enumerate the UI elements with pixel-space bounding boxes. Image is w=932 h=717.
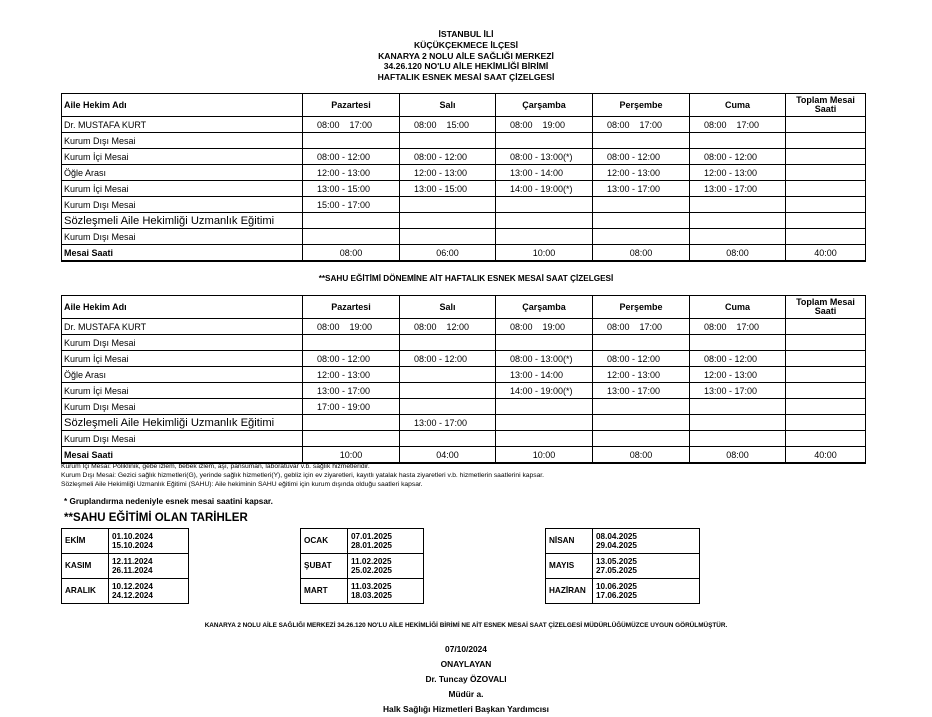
date-row bbox=[301, 554, 424, 579]
time-cell bbox=[690, 335, 786, 351]
date-row bbox=[301, 529, 424, 554]
date-row bbox=[546, 554, 700, 579]
time-cell: 08:00 12:00 bbox=[400, 319, 496, 335]
row-label: Kurum İçi Mesai bbox=[62, 149, 303, 165]
row-label: Öğle Arası bbox=[62, 165, 303, 181]
date-values bbox=[348, 579, 424, 604]
date-row bbox=[62, 554, 189, 579]
date-values bbox=[109, 529, 189, 554]
date-first: 10.06.2025 bbox=[596, 581, 637, 591]
date-first: 12.11.2024 bbox=[112, 556, 153, 566]
signature-date: 07/10/2024 bbox=[445, 644, 487, 654]
time-cell: 13:00 - 17:00 bbox=[400, 415, 496, 431]
time-cell bbox=[690, 197, 786, 213]
date-row bbox=[301, 579, 424, 604]
table-header-row bbox=[62, 94, 866, 117]
time-cell: 08:00 - 12:00 bbox=[400, 351, 496, 367]
month-label: OCAK bbox=[301, 529, 348, 554]
time-cell: 12:00 - 13:00 bbox=[593, 367, 690, 383]
sahu-dates-title: **SAHU EĞİTİMİ OLAN TARİHLER bbox=[64, 512, 248, 524]
time-cell bbox=[593, 213, 690, 229]
table-row bbox=[62, 229, 866, 245]
time-cell: 08:00 - 12:00 bbox=[303, 149, 400, 165]
document-header bbox=[0, 29, 932, 83]
row-label: Dr. MUSTAFA KURT bbox=[62, 319, 303, 335]
row-label: Sözleşmeli Aile Hekimliği Uzmanlık Eğitimi bbox=[62, 213, 303, 229]
time-cell bbox=[303, 229, 400, 245]
month-label: KASIM bbox=[62, 554, 109, 579]
time-cell: 13:00 - 17:00 bbox=[303, 383, 400, 399]
total-cell: 10:00 bbox=[496, 245, 593, 262]
column-header: Salı bbox=[400, 296, 496, 319]
time-cell bbox=[786, 415, 866, 431]
note-kurum-disi: Kurum Dışı Mesai: Gezici sağlık hizmetleri(G), yerinde sağlık hizmetleri(Y), gebliz için ev ziyaretleri, kayıtlı yatalak hasta ziyaretleri v.b. hizmetlerin saatlerini kapsar. bbox=[61, 472, 545, 479]
date-values bbox=[593, 579, 700, 604]
total-cell: 08:00 bbox=[303, 245, 400, 262]
date-row bbox=[62, 529, 189, 554]
table-row bbox=[62, 213, 866, 229]
notes bbox=[61, 462, 544, 489]
time-cell bbox=[303, 133, 400, 149]
date-first: 08.04.2025 bbox=[596, 531, 637, 541]
column-header: Perşembe bbox=[593, 94, 690, 117]
table-row bbox=[62, 399, 866, 415]
row-label: Kurum Dışı Mesai bbox=[62, 335, 303, 351]
date-second: 29.04.2025 bbox=[596, 541, 637, 550]
time-cell bbox=[496, 133, 593, 149]
table-row bbox=[62, 319, 866, 335]
time-cell: 08:00 - 13:00(*) bbox=[496, 351, 593, 367]
column-header: Cuma bbox=[690, 296, 786, 319]
row-label: Öğle Arası bbox=[62, 367, 303, 383]
time-cell bbox=[496, 399, 593, 415]
time-cell bbox=[303, 415, 400, 431]
total-cell: 06:00 bbox=[400, 245, 496, 262]
time-cell: 08:00 - 12:00 bbox=[303, 351, 400, 367]
table-header-row bbox=[62, 296, 866, 319]
date-first: 11.02.2025 bbox=[351, 556, 392, 566]
header-unit: 34.26.120 NO'LU AİLE HEKİMLİĞİ BİRİMİ bbox=[383, 61, 549, 72]
time-cell: 08:00 19:00 bbox=[496, 117, 593, 133]
total-cell: 08:00 bbox=[593, 245, 690, 262]
table-row bbox=[62, 431, 866, 447]
time-cell bbox=[690, 213, 786, 229]
signature-name: Dr. Tuncay ÖZOVALI bbox=[425, 674, 507, 684]
time-cell: 08:00 - 13:00(*) bbox=[496, 149, 593, 165]
table-row bbox=[62, 165, 866, 181]
time-cell bbox=[593, 197, 690, 213]
date-first: 07.01.2025 bbox=[351, 531, 392, 541]
row-label: Kurum Dışı Mesai bbox=[62, 133, 303, 149]
time-cell bbox=[496, 229, 593, 245]
time-cell: 13:00 - 17:00 bbox=[690, 383, 786, 399]
time-cell bbox=[496, 431, 593, 447]
row-label: Sözleşmeli Aile Hekimliği Uzmanlık Eğitimi bbox=[62, 415, 303, 431]
star-note: * Gruplandırma nedeniyle esnek mesai saatini kapsar. bbox=[64, 497, 273, 506]
total-cell: 40:00 bbox=[786, 245, 866, 262]
time-cell bbox=[400, 367, 496, 383]
time-cell bbox=[400, 399, 496, 415]
date-row bbox=[546, 529, 700, 554]
time-cell: 14:00 - 19:00(*) bbox=[496, 383, 593, 399]
table-row bbox=[62, 133, 866, 149]
time-cell bbox=[690, 399, 786, 415]
time-cell bbox=[786, 133, 866, 149]
row-label: Kurum Dışı Mesai bbox=[62, 229, 303, 245]
table-row bbox=[62, 181, 866, 197]
time-cell bbox=[786, 367, 866, 383]
date-values bbox=[109, 554, 189, 579]
month-label: HAZİRAN bbox=[546, 579, 593, 604]
column-header: Toplam Mesai Saati bbox=[786, 296, 866, 319]
month-label: MAYIS bbox=[546, 554, 593, 579]
time-cell: 13:00 - 15:00 bbox=[400, 181, 496, 197]
total-row bbox=[62, 245, 866, 262]
time-cell bbox=[496, 197, 593, 213]
time-cell bbox=[786, 335, 866, 351]
time-cell bbox=[786, 149, 866, 165]
row-label: Kurum İçi Mesai bbox=[62, 383, 303, 399]
note-sahu: Sözleşmeli Aile Hekimliği Uzmanlık Eğitimi (SAHU): Aile hekiminin SAHU eğitimi için kurum dışında olduğu saatleri kapsar. bbox=[61, 481, 423, 488]
date-row bbox=[62, 579, 189, 604]
schedule-table-2 bbox=[61, 295, 866, 464]
table-row bbox=[62, 149, 866, 165]
time-cell: 08:00 17:00 bbox=[690, 117, 786, 133]
time-cell bbox=[786, 229, 866, 245]
time-cell: 12:00 - 13:00 bbox=[303, 165, 400, 181]
date-first: 10.12.2024 bbox=[112, 581, 153, 591]
signature-block bbox=[0, 642, 932, 717]
table-row bbox=[62, 415, 866, 431]
dates-table-2 bbox=[300, 528, 424, 604]
total-cell: 10:00 bbox=[496, 447, 593, 464]
header-province: İSTANBUL İLİ bbox=[438, 29, 494, 39]
time-cell bbox=[786, 117, 866, 133]
column-header: Çarşamba bbox=[496, 94, 593, 117]
time-cell bbox=[400, 197, 496, 213]
month-label: EKİM bbox=[62, 529, 109, 554]
time-cell bbox=[593, 431, 690, 447]
time-cell bbox=[786, 319, 866, 335]
table-row bbox=[62, 197, 866, 213]
time-cell: 08:00 - 12:00 bbox=[593, 149, 690, 165]
total-cell: 10:00 bbox=[303, 447, 400, 464]
time-cell: 12:00 - 13:00 bbox=[303, 367, 400, 383]
table-row bbox=[62, 383, 866, 399]
time-cell: 08:00 17:00 bbox=[303, 117, 400, 133]
date-values bbox=[348, 529, 424, 554]
time-cell: 15:00 - 17:00 bbox=[303, 197, 400, 213]
month-label: NİSAN bbox=[546, 529, 593, 554]
time-cell: 08:00 - 12:00 bbox=[690, 149, 786, 165]
month-label: ŞUBAT bbox=[301, 554, 348, 579]
time-cell: 08:00 19:00 bbox=[496, 319, 593, 335]
date-second: 26.11.2024 bbox=[112, 566, 153, 575]
signature-title: Müdür a. bbox=[448, 689, 484, 699]
time-cell bbox=[496, 213, 593, 229]
month-label: MART bbox=[301, 579, 348, 604]
time-cell: 14:00 - 19:00(*) bbox=[496, 181, 593, 197]
time-cell bbox=[786, 197, 866, 213]
time-cell bbox=[400, 383, 496, 399]
time-cell bbox=[496, 415, 593, 431]
month-label: ARALIK bbox=[62, 579, 109, 604]
signature-role: ONAYLAYAN bbox=[440, 659, 492, 669]
signature-dept: Halk Sağlığı Hizmetleri Başkan Yardımcısı bbox=[382, 704, 550, 714]
time-cell bbox=[400, 229, 496, 245]
column-header: Pazartesi bbox=[303, 296, 400, 319]
approval-text: KANARYA 2 NOLU AİLE SAĞLIĞI MERKEZİ 34.26.120 NO'LU AİLE HEKİMLİĞİ BİRİMİ NE AİT ESNEK MESAİ SAAT ÇİZELGESİ MÜDÜRLÜĞÜMÜZCE UYGUN GÖRÜLMÜŞTÜR. bbox=[204, 622, 728, 629]
time-cell bbox=[303, 213, 400, 229]
time-cell bbox=[593, 399, 690, 415]
date-first: 11.03.2025 bbox=[351, 581, 392, 591]
time-cell bbox=[400, 133, 496, 149]
row-label: Kurum Dışı Mesai bbox=[62, 197, 303, 213]
time-cell: 13:00 - 15:00 bbox=[303, 181, 400, 197]
column-header: Toplam Mesai Saati bbox=[786, 94, 866, 117]
date-second: 15.10.2024 bbox=[112, 541, 153, 550]
time-cell: 17:00 - 19:00 bbox=[303, 399, 400, 415]
time-cell: 08:00 - 12:00 bbox=[593, 351, 690, 367]
time-cell: 08:00 - 12:00 bbox=[690, 351, 786, 367]
row-label: Kurum İçi Mesai bbox=[62, 351, 303, 367]
time-cell bbox=[786, 165, 866, 181]
time-cell bbox=[786, 399, 866, 415]
time-cell bbox=[593, 229, 690, 245]
total-cell: 04:00 bbox=[400, 447, 496, 464]
time-cell: 08:00 19:00 bbox=[303, 319, 400, 335]
schedule-table-1 bbox=[61, 93, 866, 262]
time-cell bbox=[786, 383, 866, 399]
time-cell bbox=[690, 415, 786, 431]
time-cell: 08:00 17:00 bbox=[593, 117, 690, 133]
time-cell bbox=[690, 431, 786, 447]
time-cell: 12:00 - 13:00 bbox=[690, 367, 786, 383]
column-header: Cuma bbox=[690, 94, 786, 117]
total-label: Mesai Saati bbox=[62, 447, 303, 464]
time-cell bbox=[786, 431, 866, 447]
time-cell bbox=[593, 415, 690, 431]
total-row bbox=[62, 447, 866, 464]
dates-table-3 bbox=[545, 528, 700, 604]
date-second: 24.12.2024 bbox=[112, 591, 153, 600]
time-cell bbox=[496, 335, 593, 351]
time-cell bbox=[303, 431, 400, 447]
table-row bbox=[62, 351, 866, 367]
total-cell: 08:00 bbox=[690, 245, 786, 262]
time-cell bbox=[593, 335, 690, 351]
date-row bbox=[546, 579, 700, 604]
total-label: Mesai Saati bbox=[62, 245, 303, 262]
time-cell: 13:00 - 14:00 bbox=[496, 367, 593, 383]
time-cell bbox=[786, 351, 866, 367]
note-kurum-ici: Kurum İçi Mesai: Poliklinik, gebe izlem, bebek izlem, aşı, pansuman, laboratuvar v.b. sağlık hizmetleridir. bbox=[61, 463, 370, 470]
row-label: Kurum Dışı Mesai bbox=[62, 399, 303, 415]
column-header: Perşembe bbox=[593, 296, 690, 319]
column-header: Çarşamba bbox=[496, 296, 593, 319]
date-second: 25.02.2025 bbox=[351, 566, 392, 575]
time-cell bbox=[400, 431, 496, 447]
date-second: 17.06.2025 bbox=[596, 591, 637, 600]
column-header: Aile Hekim Adı bbox=[62, 296, 303, 319]
date-first: 01.10.2024 bbox=[112, 531, 153, 541]
column-header: Pazartesi bbox=[303, 94, 400, 117]
row-label: Kurum Dışı Mesai bbox=[62, 431, 303, 447]
date-second: 27.05.2025 bbox=[596, 566, 637, 575]
date-first: 13.05.2025 bbox=[596, 556, 637, 566]
time-cell: 12:00 - 13:00 bbox=[690, 165, 786, 181]
dates-table-1 bbox=[61, 528, 189, 604]
time-cell bbox=[786, 181, 866, 197]
column-header: Salı bbox=[400, 94, 496, 117]
time-cell bbox=[593, 133, 690, 149]
date-second: 28.01.2025 bbox=[351, 541, 392, 550]
time-cell: 13:00 - 17:00 bbox=[593, 383, 690, 399]
date-values bbox=[593, 554, 700, 579]
time-cell bbox=[303, 335, 400, 351]
total-cell: 40:00 bbox=[786, 447, 866, 464]
total-cell: 08:00 bbox=[593, 447, 690, 464]
time-cell: 12:00 - 13:00 bbox=[593, 165, 690, 181]
time-cell: 13:00 - 17:00 bbox=[690, 181, 786, 197]
date-values bbox=[348, 554, 424, 579]
table-row bbox=[62, 335, 866, 351]
time-cell: 08:00 15:00 bbox=[400, 117, 496, 133]
time-cell: 08:00 17:00 bbox=[690, 319, 786, 335]
time-cell bbox=[786, 213, 866, 229]
row-label: Kurum İçi Mesai bbox=[62, 181, 303, 197]
header-center: KANARYA 2 NOLU AİLE SAĞLIĞI MERKEZİ bbox=[378, 50, 554, 61]
time-cell: 12:00 - 13:00 bbox=[400, 165, 496, 181]
date-values bbox=[593, 529, 700, 554]
time-cell bbox=[400, 335, 496, 351]
header-title: HAFTALIK ESNEK MESAİ SAAT ÇİZELGESİ bbox=[377, 72, 555, 83]
time-cell bbox=[690, 133, 786, 149]
time-cell bbox=[690, 229, 786, 245]
sahu-schedule-title: **SAHU EĞİTİMİ DÖNEMİNE AİT HAFTALIK ESNEK MESAİ SAAT ÇİZELGESİ bbox=[318, 274, 614, 283]
time-cell: 08:00 17:00 bbox=[593, 319, 690, 335]
table-row bbox=[62, 117, 866, 133]
column-header: Aile Hekim Adı bbox=[62, 94, 303, 117]
header-district: KÜÇÜKÇEKMECE İLÇESİ bbox=[413, 39, 519, 50]
time-cell: 13:00 - 17:00 bbox=[593, 181, 690, 197]
time-cell bbox=[400, 213, 496, 229]
time-cell: 08:00 - 12:00 bbox=[400, 149, 496, 165]
total-cell: 08:00 bbox=[690, 447, 786, 464]
time-cell: 13:00 - 14:00 bbox=[496, 165, 593, 181]
date-second: 18.03.2025 bbox=[351, 591, 392, 600]
row-label: Dr. MUSTAFA KURT bbox=[62, 117, 303, 133]
table-row bbox=[62, 367, 866, 383]
date-values bbox=[109, 579, 189, 604]
